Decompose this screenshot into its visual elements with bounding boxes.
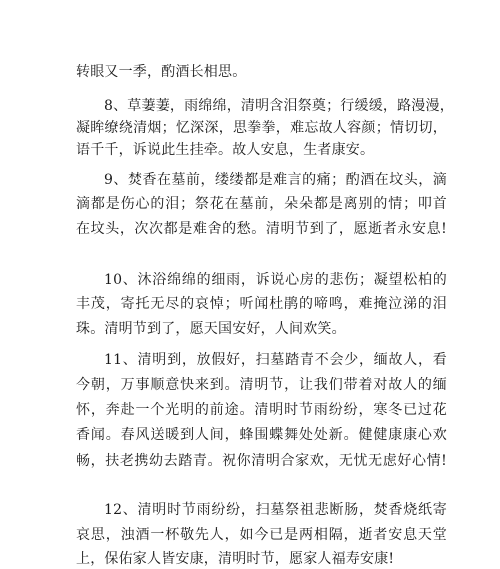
text-line: 转眼又一季，酌酒长相思。 [76,64,247,80]
paragraph-10-line-1: 10、沐浴绵绵的细雨，诉说心房的悲伤；凝望松柏的 [104,272,447,288]
paragraph-12-line-3: 上，保佑家人皆安康，清明时节，愿家人福寿安康! [76,551,395,567]
paragraph-11-line-1: 11、清明到，放假好，扫墓踏青不会少，缅故人，看 [104,352,447,368]
paragraph-11-line-2: 今朝，万事顺意快来到。清明节，让我们带着对故人的缅 [76,377,447,393]
paragraph-10-line-3: 珠。清明节到了，愿天国安好，人间欢笑。 [76,321,346,337]
paragraph-9-line-3: 在坟头，次次都是难舍的愁。清明节到了，愿逝者永安息! [76,221,447,237]
paragraph-12-line-1: 12、清明时节雨纷纷，扫墓祭祖悲断肠，焚香烧纸寄 [104,502,447,518]
paragraph-8-line-3: 语千千，诉说此生挂牵。故人安息，生者康安。 [76,142,375,158]
paragraph-9-line-1: 9、焚香在墓前，缕缕都是难言的痛；酌酒在坟头，滴 [104,172,447,188]
paragraph-11-line-4: 香闻。春风送暖到人间，蜂围蝶舞处处新。健健康康心欢 [76,427,447,443]
paragraph-9-line-2: 滴都是伤心的泪；祭花在墓前，朵朵都是离别的情；叩首 [76,196,447,212]
paragraph-10-line-2: 丰茂，寄托无尽的哀悼；听闻杜鹃的啼鸣，难掩泣涕的泪 [76,296,447,312]
paragraph-11-line-3: 怀，奔赴一个光明的前途。清明时节雨纷纷，寒冬已过花 [76,402,447,418]
paragraph-8-line-1: 8、草萋萋，雨绵绵，清明含泪祭奠；行缓缓，路漫漫， [104,98,454,114]
paragraph-12-line-2: 哀思，浊酒一杯敬先人，如今已是两相隔，逝者安息天堂 [76,527,447,543]
paragraph-8-line-2: 凝眸缭绕清烟；忆深深，思拳拳，难忘故人容颜；情切切， [76,120,447,136]
paragraph-11-line-5: 畅，扶老携幼去踏青。祝你清明合家欢，无忧无虑好心情! [76,453,447,469]
